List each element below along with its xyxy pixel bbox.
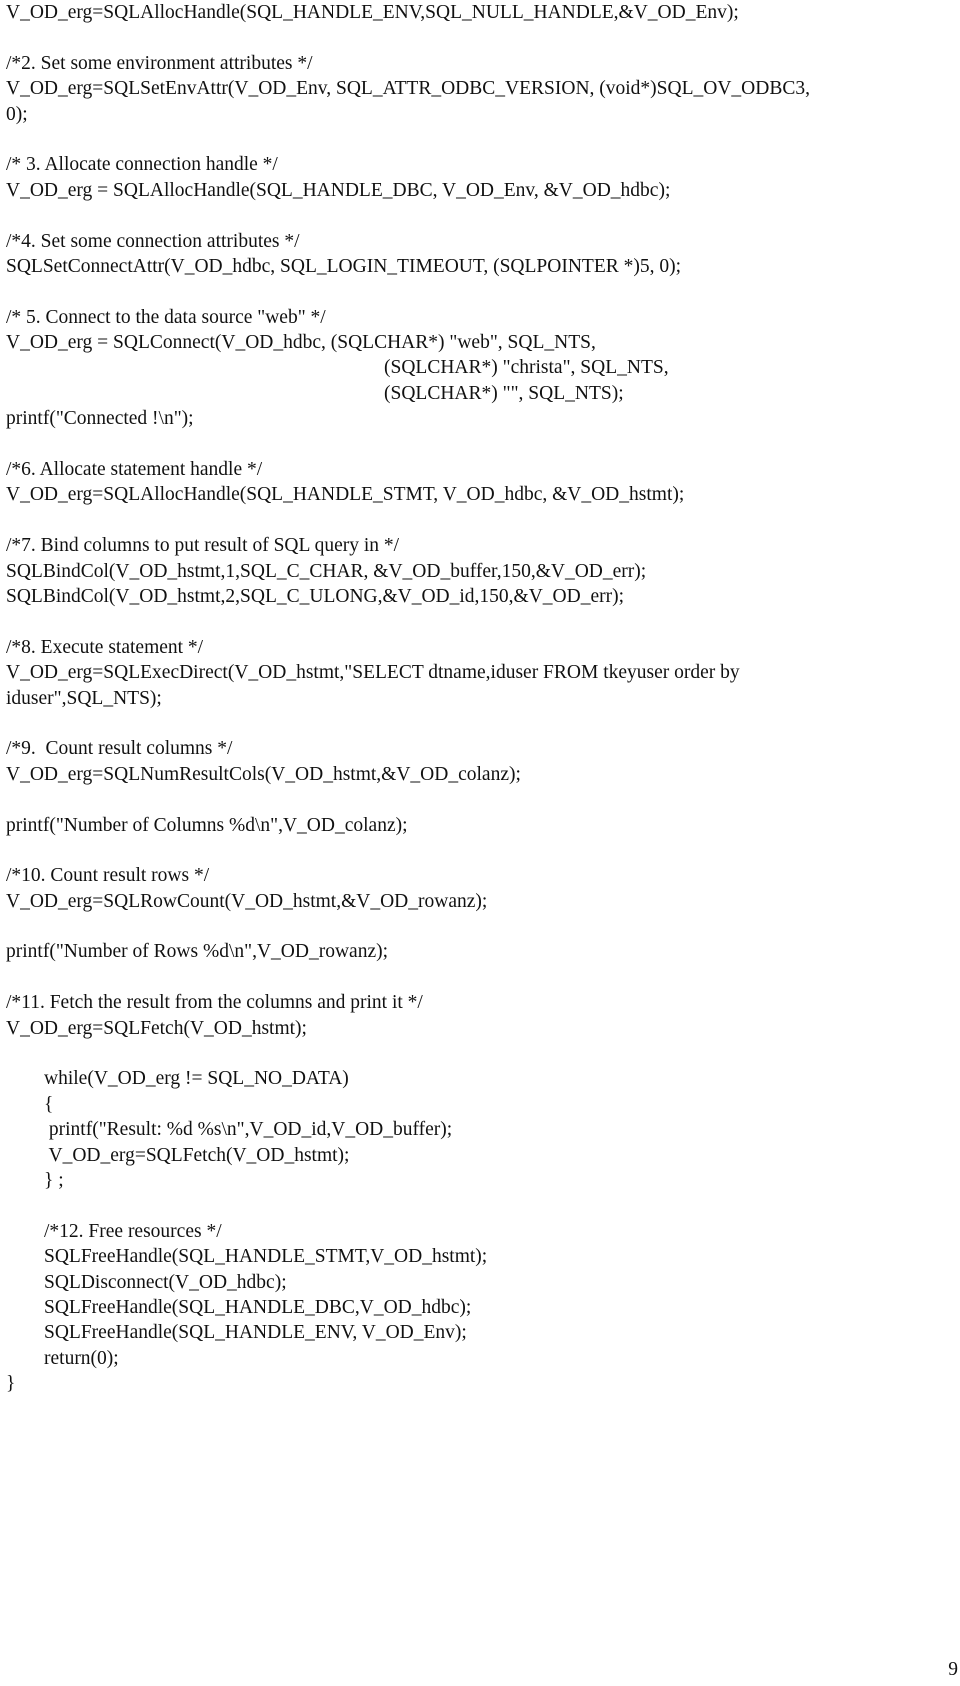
code-line-indented: while(V_OD_erg != SQL_NO_DATA) <box>44 1068 349 1090</box>
code-line: printf("Number of Columns %d\n",V_OD_colanz); <box>6 814 408 836</box>
blank-line <box>6 25 956 50</box>
blank-line <box>6 914 956 939</box>
code-line: V_OD_erg = SQLAllocHandle(SQL_HANDLE_DBC, V_OD_Env, &V_OD_hdbc); <box>6 179 671 201</box>
code-line-continuation: (SQLCHAR*) "", SQL_NTS); <box>384 382 624 404</box>
code-line: } <box>6 1373 16 1395</box>
code-line: 0); <box>6 103 28 125</box>
code-line-indented: printf("Result: %d %s\n",V_OD_id,V_OD_buffer); <box>44 1119 453 1141</box>
blank-line <box>6 279 956 304</box>
code-line: printf("Connected !\n"); <box>6 408 194 430</box>
blank-line <box>6 787 956 812</box>
code-line: V_OD_erg=SQLRowCount(V_OD_hstmt,&V_OD_rowanz); <box>6 890 488 912</box>
code-line-indented: V_OD_erg=SQLFetch(V_OD_hstmt); <box>44 1144 350 1166</box>
blank-line <box>6 711 956 736</box>
blank-line <box>6 432 956 457</box>
code-line-continuation: (SQLCHAR*) "christa", SQL_NTS, <box>384 357 669 379</box>
blank-line <box>6 508 956 533</box>
code-line: V_OD_erg=SQLNumResultCols(V_OD_hstmt,&V_OD_colanz); <box>6 763 521 785</box>
code-line: V_OD_erg=SQLSetEnvAttr(V_OD_Env, SQL_ATTR_ODBC_VERSION, (void*)SQL_OV_ODBC3, <box>6 78 810 100</box>
code-line-indented: SQLDisconnect(V_OD_hdbc); <box>44 1271 287 1293</box>
code-comment: /*2. Set some environment attributes */ <box>6 52 313 74</box>
code-comment: /* 5. Connect to the data source "web" */ <box>6 306 326 328</box>
code-comment: /*12. Free resources */ <box>44 1220 222 1242</box>
code-line: V_OD_erg=SQLExecDirect(V_OD_hstmt,"SELECT dtname,iduser FROM tkeyuser order by <box>6 662 740 684</box>
code-comment: /*4. Set some connection attributes */ <box>6 230 300 252</box>
code-line: SQLBindCol(V_OD_hstmt,2,SQL_C_ULONG,&V_OD_id,150,&V_OD_err); <box>6 585 625 607</box>
code-line-indented: SQLFreeHandle(SQL_HANDLE_ENV, V_OD_Env); <box>44 1322 467 1344</box>
code-line: V_OD_erg = SQLConnect(V_OD_hdbc, (SQLCHAR*) "web", SQL_NTS, <box>6 332 596 354</box>
code-comment: /*11. Fetch the result from the columns and print it */ <box>6 992 423 1014</box>
code-comment: /*10. Count result rows */ <box>6 865 210 887</box>
blank-line <box>6 838 956 863</box>
code-line-indented: { <box>44 1093 54 1115</box>
code-line: printf("Number of Rows %d\n",V_OD_rowanz); <box>6 941 389 963</box>
code-comment: /*7. Bind columns to put result of SQL query in */ <box>6 535 400 557</box>
code-line-indented: SQLFreeHandle(SQL_HANDLE_DBC,V_OD_hdbc); <box>44 1296 472 1318</box>
blank-line <box>6 1193 956 1218</box>
code-line: SQLBindCol(V_OD_hstmt,1,SQL_C_CHAR, &V_OD_buffer,150,&V_OD_err); <box>6 560 647 582</box>
code-comment: /* 3. Allocate connection handle */ <box>6 154 278 176</box>
code-line-indented: return(0); <box>44 1347 119 1369</box>
blank-line <box>6 127 956 152</box>
blank-line <box>6 965 956 990</box>
code-line: SQLSetConnectAttr(V_OD_hdbc, SQL_LOGIN_TIMEOUT, (SQLPOINTER *)5, 0); <box>6 255 682 277</box>
code-line: V_OD_erg=SQLAllocHandle(SQL_HANDLE_STMT, V_OD_hdbc, &V_OD_hstmt); <box>6 484 685 506</box>
code-line: iduser",SQL_NTS); <box>6 687 162 709</box>
code-comment: /*6. Allocate statement handle */ <box>6 459 263 481</box>
blank-line <box>6 203 956 228</box>
code-line-indented: SQLFreeHandle(SQL_HANDLE_STMT,V_OD_hstmt); <box>44 1246 488 1268</box>
blank-line <box>6 609 956 634</box>
code-comment: /*9. Count result columns */ <box>6 738 233 760</box>
code-line-indented: } ; <box>44 1169 64 1191</box>
code-listing <box>6 0 956 1396</box>
code-comment: /*8. Execute statement */ <box>6 636 204 658</box>
page-number: 9 <box>948 1659 958 1680</box>
code-line: V_OD_erg=SQLFetch(V_OD_hstmt); <box>6 1017 307 1039</box>
blank-line <box>6 1041 956 1066</box>
code-line: V_OD_erg=SQLAllocHandle(SQL_HANDLE_ENV,SQL_NULL_HANDLE,&V_OD_Env); <box>6 2 739 23</box>
